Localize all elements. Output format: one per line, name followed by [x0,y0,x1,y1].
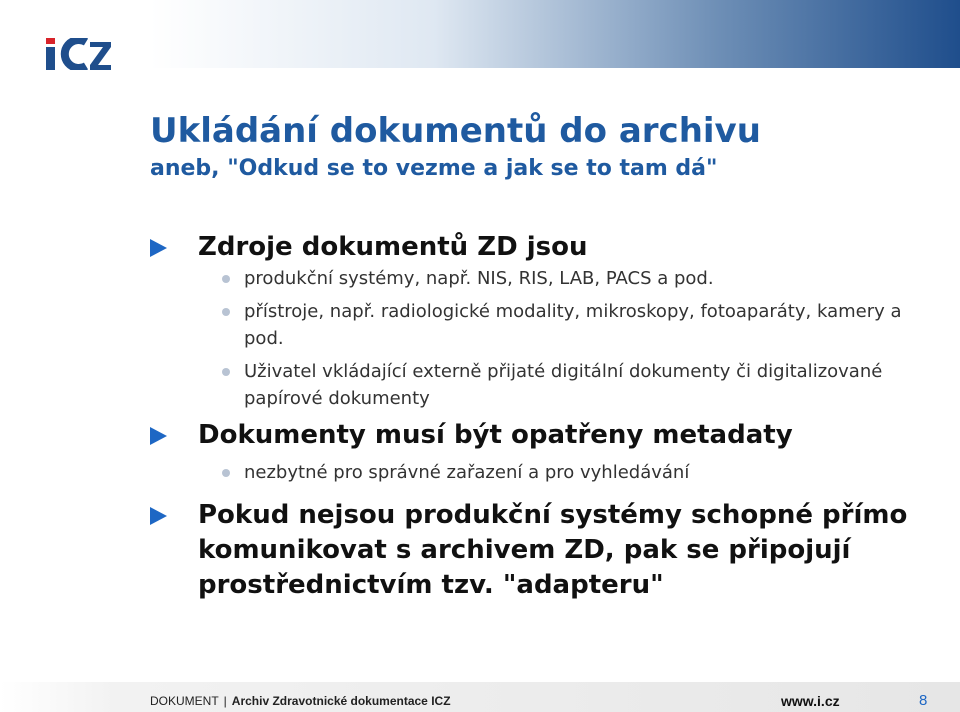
footer-label: DOKUMENT [150,694,219,708]
list-item-text: produkční systémy, např. NIS, RIS, LAB, PACS a pod. [244,268,714,289]
bullet-heading-text: Dokumenty musí být opatřeny metadaty [198,420,793,450]
footer-document-label [150,694,451,708]
triangle-bullet-icon [150,427,167,445]
list-item [150,459,930,486]
footer-bar [0,682,960,712]
footer-separator: | [223,694,227,708]
triangle-bullet-icon [150,507,167,525]
bullet-heading-metadata [150,418,930,453]
bullet-heading-text: Zdroje dokumentů ZD jsou [198,232,588,262]
list-item [150,265,930,292]
footer-url-link[interactable]: www.i.cz [781,693,840,709]
bullet-heading-sources [150,230,930,265]
bullet-heading-adapter [150,498,930,603]
icz-logo [46,38,112,70]
list-item [150,298,930,352]
dot-bullet-icon [222,275,230,283]
slide-subtitle: aneb, "Odkud se to vezme a jak se to tam dá" [150,156,718,181]
list-item-text: nezbytné pro správné zařazení a pro vyhledávání [244,462,690,483]
triangle-bullet-icon [150,239,167,257]
bullet-heading-text: Pokud nejsou produkční systémy schopné přímo komunikovat s archivem ZD, pak se připojují prostřednictvím tzv. "adapteru" [198,500,908,600]
footer-doc-title: Archiv Zdravotnické dokumentace ICZ [231,694,451,708]
list-item-text: přístroje, např. radiologické modality, mikroskopy, fotoaparáty, kamery a pod. [244,301,902,349]
list-item-text: Uživatel vkládající externě přijaté digitální dokumenty či digitalizované papírové dokumenty [244,361,883,409]
dot-bullet-icon [222,368,230,376]
list-item [150,358,930,412]
slide-title: Ukládání dokumentů do archivu [150,111,761,151]
header-banner [150,0,960,68]
slide-content [150,230,930,603]
dot-bullet-icon [222,308,230,316]
dot-bullet-icon [222,469,230,477]
page-number: 8 [919,692,928,709]
